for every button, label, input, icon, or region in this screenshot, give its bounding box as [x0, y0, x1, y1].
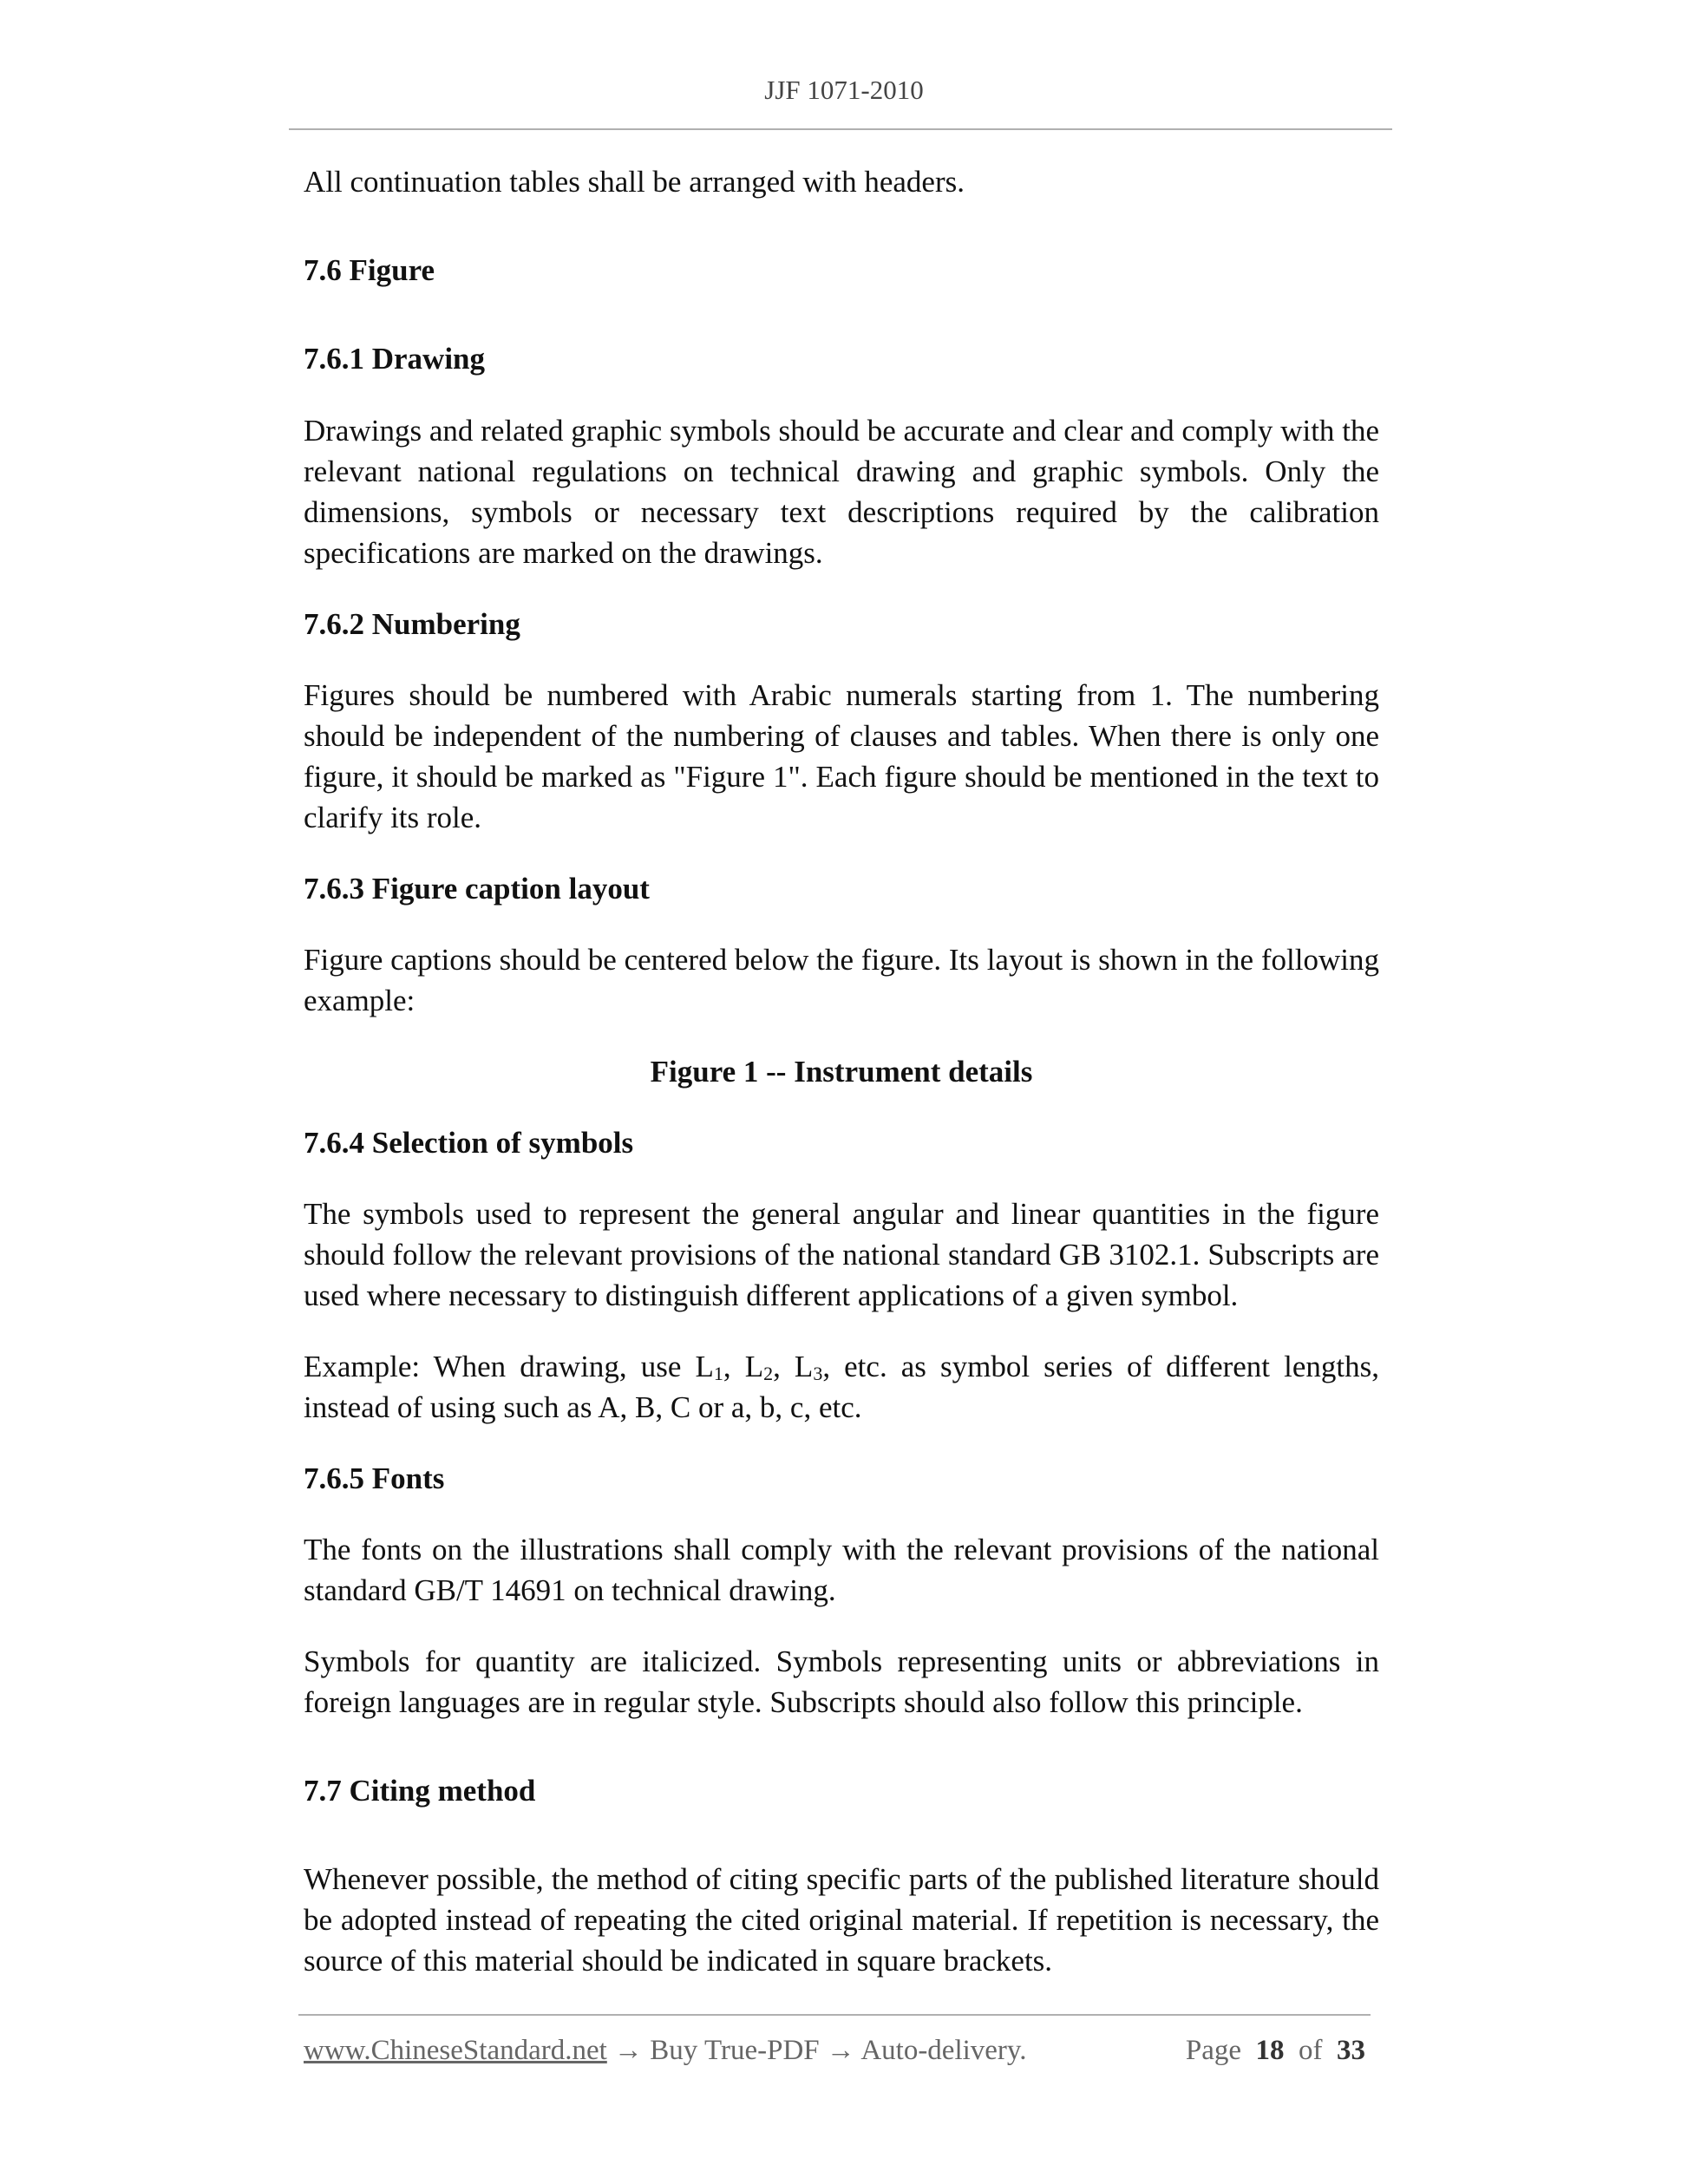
example-separator-1: , L	[723, 1350, 764, 1383]
footer-divider	[298, 2014, 1371, 2016]
document-code: JJF 1071-2010	[764, 75, 924, 105]
site-link[interactable]: www.ChineseStandard.net	[304, 2035, 607, 2066]
buy-pdf-text: Buy True-PDF	[650, 2035, 820, 2066]
figure-caption-example: Figure 1 -- Instrument details	[650, 1055, 1033, 1089]
arrow-right-icon: →	[614, 2035, 644, 2066]
subscript-3: 3	[813, 1363, 823, 1384]
section-heading-7-6-2: 7.6.2 Numbering	[304, 607, 520, 641]
section-heading-7-6-1: 7.6.1 Drawing	[304, 342, 486, 376]
paragraph-numbering: Figures should be numbered with Arabic numerals starting from 1. The numbering should be independent of the numbering of clauses and tables. When there is only one figure, it should be marked as "Figure 1". Each figure should be mentioned in the text to clarify its role.	[304, 678, 1379, 834]
section-heading-7-6-3: 7.6.3 Figure caption layout	[304, 872, 650, 906]
header-divider	[289, 128, 1392, 130]
page-current: 18	[1255, 2035, 1285, 2066]
page-label: Page	[1185, 2035, 1241, 2066]
page-indicator	[1186, 2035, 1365, 2067]
paragraph-caption-layout: Figure captions should be centered below the figure. Its layout is shown in the following example:	[304, 943, 1379, 1017]
example-separator-2: , L	[773, 1350, 814, 1383]
paragraph-symbol-example	[304, 1346, 1379, 1428]
paragraph-italic-symbols: Symbols for quantity are italicized. Symbols representing units or abbreviations in foreign languages are in regular style. Subscripts should also follow this principle.	[304, 1645, 1379, 1719]
example-tail: , etc. as symbol series of different lengths, instead of using such as A, B, C or a, b, c, etc.	[304, 1350, 1379, 1424]
paragraph-fonts: The fonts on the illustrations shall comply with the relevant provisions of the national standard GB/T 14691 on technical drawing.	[304, 1533, 1379, 1607]
page-of-label: of	[1299, 2035, 1323, 2066]
example-lead: Example: When drawing, use L	[304, 1350, 714, 1383]
page-footer	[304, 2035, 1371, 2067]
section-heading-7-6-5: 7.6.5 Fonts	[304, 1461, 445, 1495]
paragraph-drawing: Drawings and related graphic symbols should be accurate and clear and comply with the relevant national regulations on technical drawing and graphic symbols. Only the dimensions, symbols or necessary text descriptions required by the calibration specifications are marked on the drawings.	[304, 414, 1379, 570]
subscript-1: 1	[713, 1363, 723, 1384]
paragraph-citing-method: Whenever possible, the method of citing specific parts of the published literature should be adopted instead of repeating the cited original material. If repetition is necessary, the source of this material should be indicated in square brackets.	[304, 1862, 1379, 1978]
paragraph-selection-of-symbols: The symbols used to represent the general angular and linear quantities in the figure should follow the relevant provisions of the national standard GB 3102.1. Subscripts are used where necessary to distinguish different applications of a given symbol.	[304, 1197, 1379, 1312]
auto-delivery-text: Auto-delivery.	[860, 2035, 1027, 2066]
section-heading-7-6: 7.6 Figure	[304, 253, 435, 287]
page-total: 33	[1337, 2035, 1365, 2066]
section-heading-7-6-4: 7.6.4 Selection of symbols	[304, 1126, 634, 1160]
section-heading-7-7: 7.7 Citing method	[304, 1774, 536, 1808]
page-body	[304, 161, 1379, 1981]
arrow-right-icon: →	[826, 2035, 855, 2066]
subscript-2: 2	[763, 1363, 774, 1384]
paragraph-continuation-tables: All continuation tables shall be arranged with headers.	[304, 165, 965, 199]
